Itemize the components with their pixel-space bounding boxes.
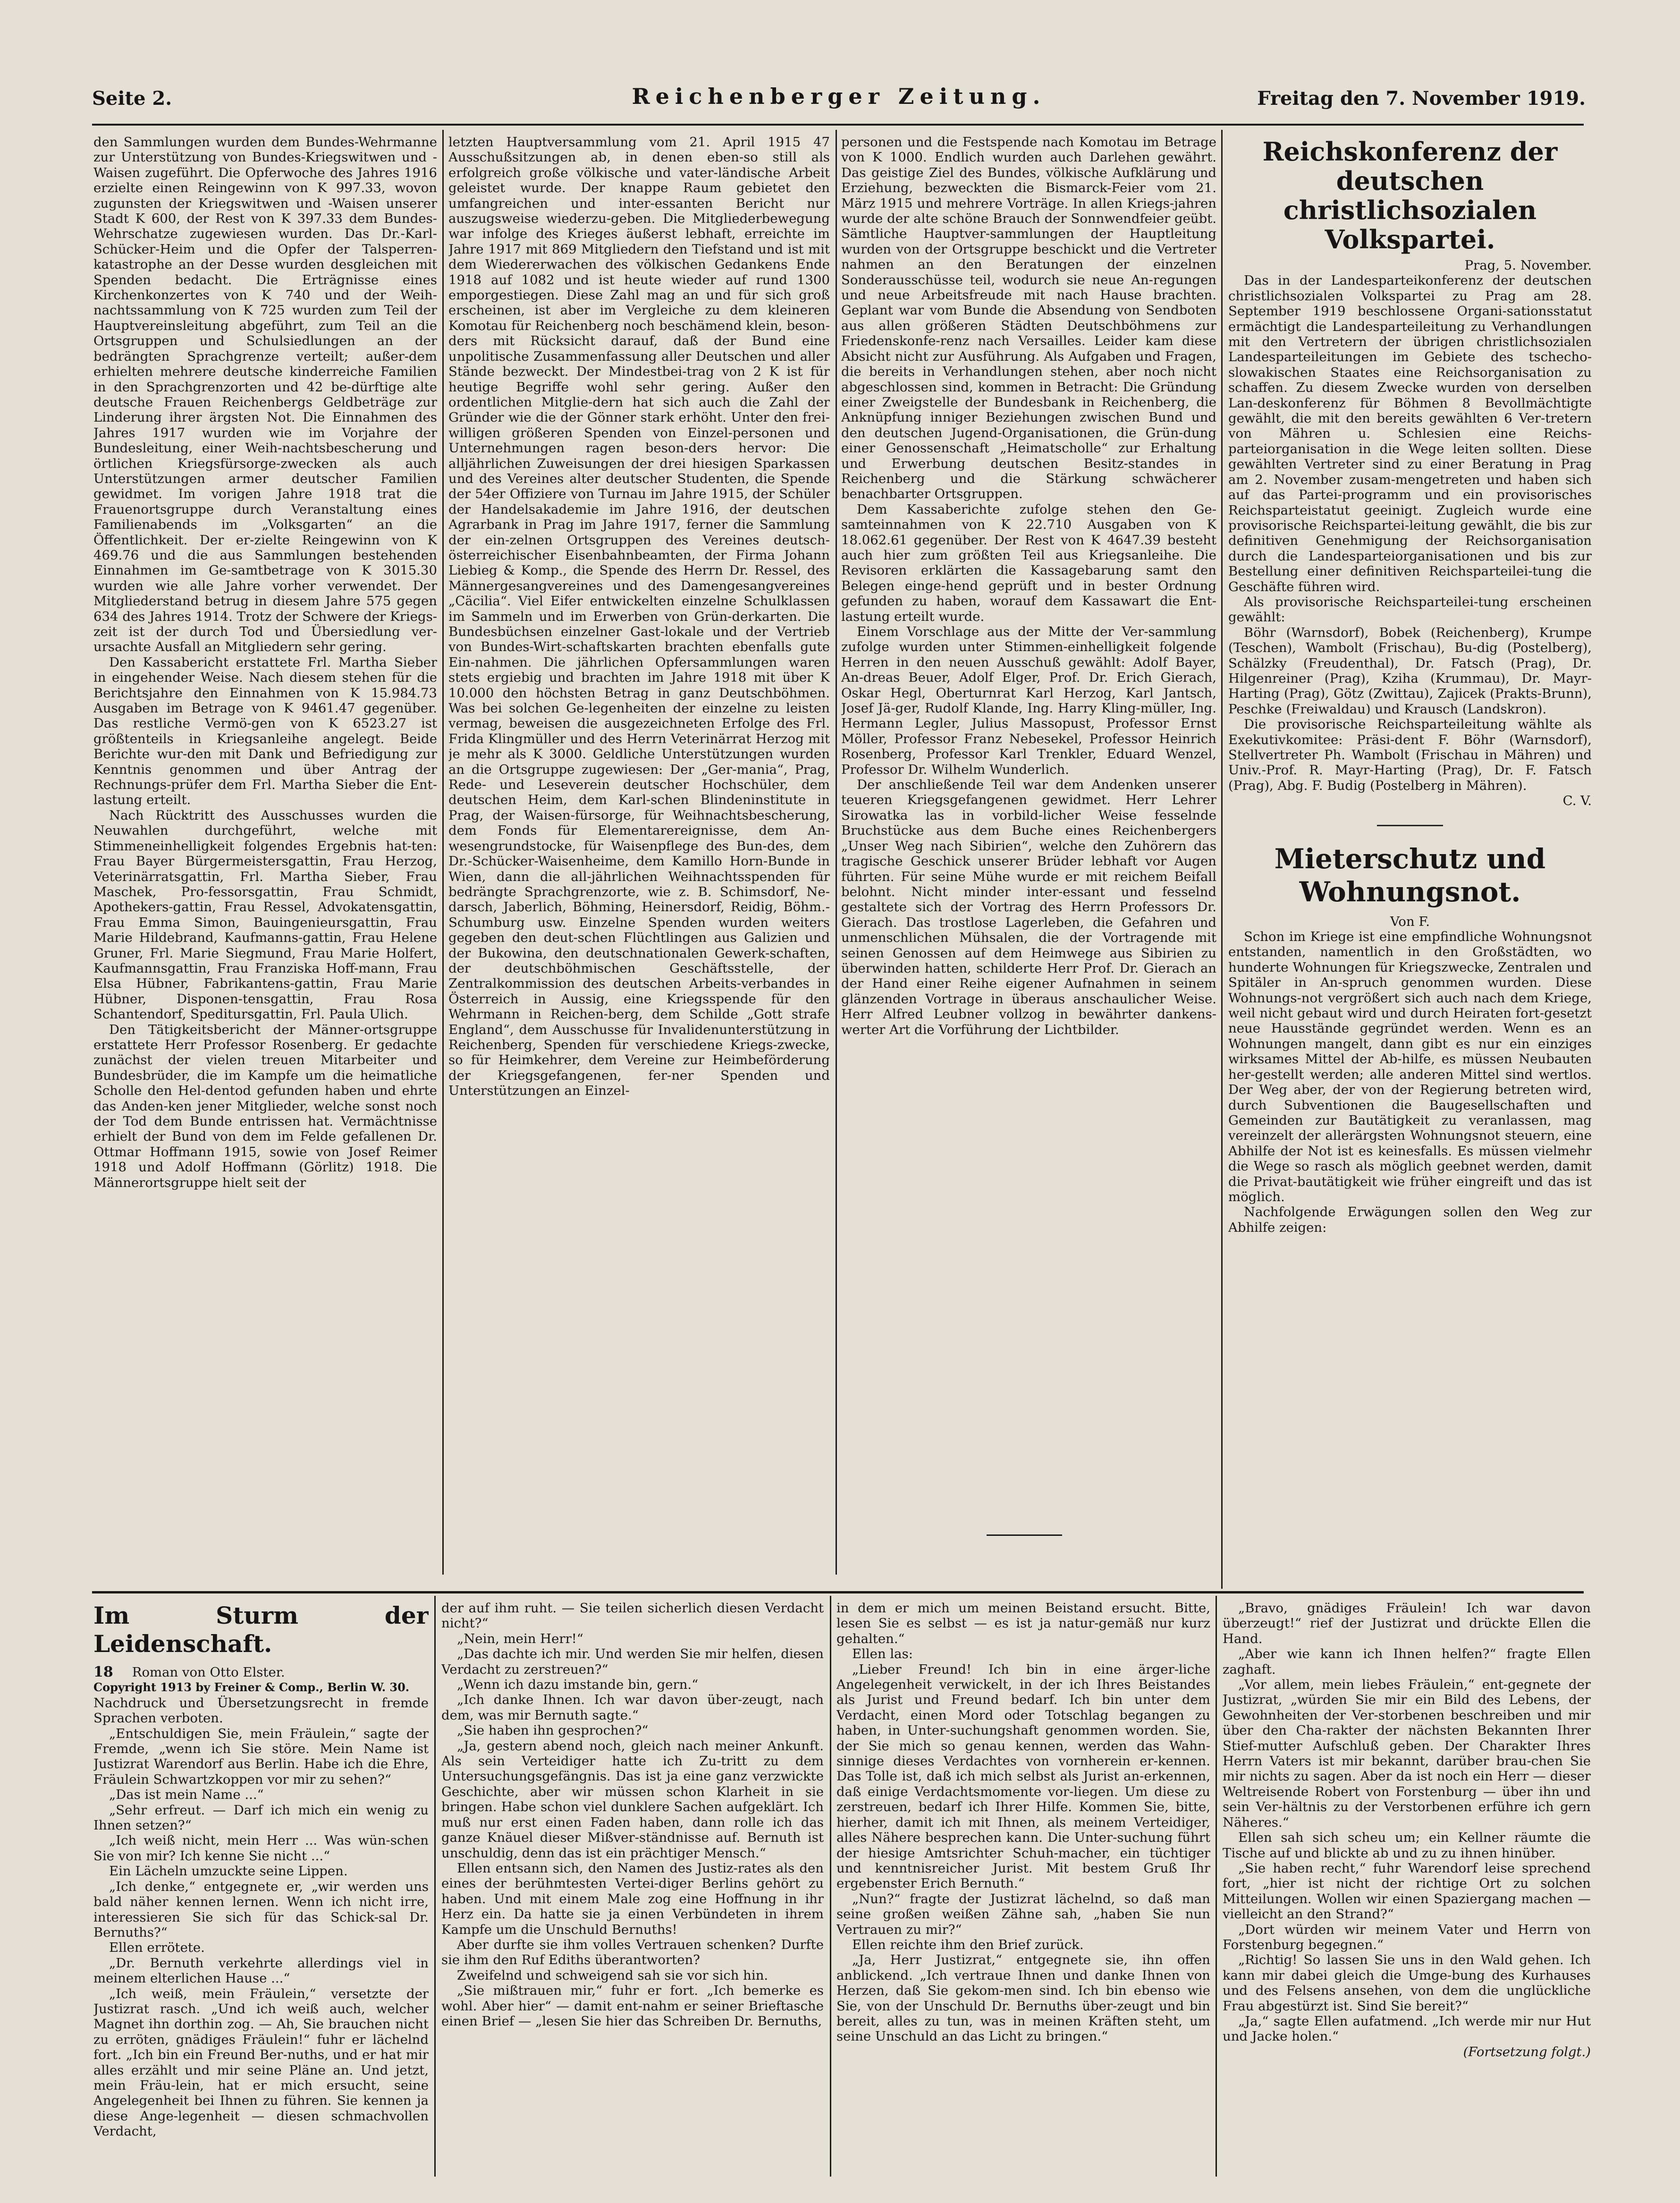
paragraph: Ellen errötete.: [109, 1940, 205, 1956]
paragraph: Aber durfte sie ihm volles Vertrauen schenken? Durfte sie ihm den Ruf Ediths überantworten?: [441, 1937, 824, 1968]
paragraph: „Nein, mein Herr!“: [457, 1631, 583, 1646]
paragraph: Einem Vorschlage aus der Mitte der Ver-sammlung zufolge wurden unter Stimmen-einhelligkeit folgende Herren in den neuen Ausschuß gewählt: Adolf Bayer, An-dreas Beuer, Adolf Elger, Prof. Dr. Erich Gierach, Oskar Hegl, Oberturnrat Karl Herzog, Karl Jantsch, Josef Jä-ger, Rudolf Klande, Ing. Harry Kling-müller, Ing. Hermann Legler, Julius Massopust, Professor Ernst Möller, Professor Franz Nebesekel, Professor Heinrich Rosenberg, Professor Karl Trenkler, Eduard Wenzel, Professor Dr. Wilhelm Wunderlich.: [841, 624, 1216, 777]
paragraph: Ellen las:: [852, 1646, 913, 1662]
continuation-notice: (Fortsetzung folgt.): [1463, 2044, 1591, 2059]
paragraph: „Aber wie kann ich Ihnen helfen?“ fragte Ellen zaghaft.: [1223, 1646, 1591, 1677]
article-column-1: [93, 135, 437, 1577]
paragraph: „Ich weiß, mein Fräulein,“ versetzte der Justizrat rasch. „Und ich weiß auch, welcher Magnet ihn dorthin zog. — Ah, Sie brauchen nicht zu erröten, gnädiges Fräulein!“ fuhr er lächelnd fort. „Ich bin ein Freund Ber-nuths, und er hat mir alles erzählt und mir seine Pläne an. Und jetzt, mein Fräu-lein, hat er mich ersucht, seine Angelegenheit bei Ihnen zu führen. Sie kennen ja diese Ange-legenheit — diesen schmachvollen Verdacht,: [93, 1986, 429, 2139]
serial-column-2: [441, 1601, 824, 2181]
paragraph: „Nun?“ fragte der Justizrat lächelnd, so daß man seine großen weißen Zähne sah, „haben Sie nun Vertrauen zu mir?“: [836, 1891, 1210, 1937]
paragraph: Ellen entsann sich, den Namen des Justiz-rates als den eines der berühmtesten Vertei-diger Berlins gehört zu haben. Und mit einem Male zog eine Hoffnung in ihr Herz ein. Da hatte sie ja einen Verbündeten in ihrem Kampfe um die Unschuld Bernuths!: [441, 1860, 824, 1937]
serial-title: Im Sturm der Leidenschaft.: [93, 1601, 429, 1658]
column-rule: [830, 1596, 831, 2177]
paragraph: Ein Lächeln umzuckte seine Lippen.: [109, 1864, 348, 1879]
paragraph: „Ich weiß nicht, mein Herr ... Was wün-schen Sie von mir? Ich kenne Sie nicht ...“: [93, 1833, 429, 1864]
masthead-rule: [92, 124, 1584, 126]
paragraph: „Entschuldigen Sie, mein Fräulein,“ sagte der Fremde, „wenn ich Sie störe. Mein Name ist Justizrat Warendorf aus Berlin. Habe ich die Ehre, Fräulein Schwartzkoppen vor mir zu sehen?“: [93, 1726, 429, 1787]
paragraph: „Vor allem, mein liebes Fräulein,“ ent-gegnete der Justizrat, „würden Sie mir ein Bild des Lebens, der Gewohnheiten der Ver-storbenen beschreiben und mir über den Cha-rakter der nächsten Bekannten Ihrer Stief-mutter Aufschluß geben. Der Charakter Ihres Herrn Vaters ist mir bekannt, darüber brau-chen Sie mir nichts zu sagen. Aber da ist noch ein Herr — dieser Weltreisende Robert von Forstenburg — über ihn und sein Ver-hältnis zu der Verstorbenen erführe ich gern Näheres.“: [1223, 1677, 1591, 1830]
paragraph: Nach Rücktritt des Ausschusses wurden die Neuwahlen durchgeführt, welche mit Stimmeneinhelligkeit folgendes Ergebnis hat-ten: Frau Bayer Bürgermeistersgattin, Frau Herzog, Veterinärratsgattin, Frl. Martha Sieber, Frau Maschek, Pro-fessorsgattin, Frau Schmidt, Apothekers-gattin, Frau Ressel, Advokatensgattin, Frau Emma Simon, Bauingenieursgattin, Frau Marie Hildebrand, Kaufmanns-gattin, Frau Helene Gruner, Frl. Marie Siegmund, Frau Marie Holfert, Kaufmannsgattin, Frau Franziska Hoff-mann, Frau Elsa Hübner, Fabrikantens-gattin, Frau Marie Hübner, Disponen-tensgattin, Frau Rosa Schantendorf, Speditursgattin, Frl. Paula Ulich.: [93, 807, 437, 1022]
paragraph: „Sehr erfreut. — Darf ich mich ein wenig zu Ihnen setzen?“: [93, 1802, 429, 1833]
column-rule: [1221, 130, 1223, 1589]
column-rule: [442, 130, 444, 1575]
paragraph: „Dr. Bernuth verkehrte allerdings viel in meinem elterlichen Hause ...“: [93, 1955, 429, 1986]
paragraph: Den Tätigkeitsbericht der Männer-ortsgruppe erstattete Herr Professor Rosenberg. Er gedachte zunächst der vielen treuen Mitarbeiter und Bundesbrüder, die im Kampfe um die heimatliche Scholle den Hel-dentod gefunden haben und ehrte das Anden-ken jener Mitglieder, welche sonst noch der Tod dem Bunde entrissen hat. Vermächtnisse erhielt der Bund von dem im Felde gefallenen Dr. Ottmar Hoffmann 1915, sowie von Josef Reimer 1918 und Adolf Hoffmann (Görlitz) 1918. Die Männerortsgruppe hielt seit der: [93, 1022, 437, 1190]
byline: Von F.: [1390, 914, 1430, 929]
column-rule: [836, 130, 837, 1575]
paragraph: Den Kassabericht erstattete Frl. Martha Sieber in eingehender Weise. Nach diesem stehen für die Berichtsjahre den Einnahmen von K 15.984.73 Ausgaben im Betrage von K 9461.47 gegenüber. Das restliche Vermö-gen von K 6523.27 ist größtenteils in Kriegsanleihe angelegt. Beide Berichte wur-den mit Dank und Befriedigung zur Kenntnis genommen und über Antrag der Rechnungs-prüfer dem Frl. Martha Sieber die Ent-lastung erteilt.: [93, 654, 437, 808]
paragraph: „Sie haben recht,“ fuhr Warendorf leise sprechend fort, „hier ist nicht der richtige Ort zu solchen Mitteilungen. Wollen wir einen Spaziergang machen — vielleicht an den Strand?“: [1223, 1860, 1591, 1922]
feuilleton-rule: [92, 1591, 1584, 1593]
signature: C. V.: [1562, 793, 1592, 809]
headline-reichskonferenz: Reichskonferenz der deutschen christlichsozialen Volkspartei.: [1262, 137, 1558, 254]
paragraph: letzten Hauptversammlung vom 21. April 1915 47 Ausschußsitzungen ab, in denen eben-so still als erfolgreich große völkische und vater-ländische Arbeit geleistet wurde. Der knappe Raum gebietet den umfangreichen und inter-essanten Bericht nur auszugsweise wiederzu-geben. Die Mitgliederbewegung war infolge des Krieges äußerst lebhaft, erreichte im Jahre 1917 mit 869 Mitgliedern den Tiefstand und ist mit dem Wiedererwachen des völkischen Gedankens Ende 1918 auf 1082 und ist heute wieder auf rund 1300 emporgestiegen. Diese Zahl mag an und für sich groß erscheinen, ist aber im Vergleiche zu dem kleineren Komotau für Reichenberg noch beschämend klein, beson-ders mit Rücksicht darauf, daß der Bund eine unpolitische Zusammenfassung aller Deutschen und aller Stände bezweckt. Der Mindestbei-trag von 2 K ist für heutige Begriffe wohl sehr gering. Außer den ordentlichen Mitglie-dern hat sich auch die Zahl der Gründer wie die der Gönner stark erhöht. Unter den frei-willigen größeren Spenden von Einzel-personen und Unternehmungen ragen beson-ders hervor: Die alljährlichen Zuweisungen der drei hiesigen Sparkassen und des Vereines alter deutscher Studenten, die Spende der 54er Offiziere von Turnau im Jahre 1915, der Schüler der Handelsakademie im Jahre 1916, der deutschen Agrarbank in Prag im Jahre 1917, ferner die Sammlung der ein-zelnen Ortsgruppen des Vereines deutsch-österreichischer Eisenbahnbeamten, der Firma Johann Liebieg & Komp., die Spende des Herrn Dr. Ressel, des Männergesangvereines und des Damengesangvereines „Cäcilia“. Viel Eifer entwickelten einzelne Schulklassen im Sammeln und im Erwerben von Grün-derkarten. Die Bundesbüchsen einzelner Gast-lokale und der Vertrieb von Bundes-Wirt-schaftskarten brachten ebenfalls gute Ein-nahmen. Die jährlichen Opfersammlungen waren stets ergiebig und brachten im Jahre 1918 mit über K 10.000 den höchsten Betrag in ganz Deutschböhmen. Was bei solchen Ge-legenheiten der einzelne zu leisten vermag, beweisen die ausgezeichneten Erfolge des Frl. Frida Klingmüller und des Herrn Veterinärrat Herzog mit je mehr als K 3000. Geldliche Unterstützungen wurden an die Ortsgruppe zugewiesen: Der „Ger-mania“, Prag, Rede- und Leseverein deutscher Hochschüler, dem deutschen Heim, dem Karl-schen Blindeninstitute in Prag, der Waisen-fürsorge, für Weihnachtsbescherung, dem Fonds für Elementarereignisse, dem An-wesengrundstocke, für Waisenpflege des Bun-des, dem Dr.-Schücker-Waisenheime, dem Kamillo Horn-Bunde in Wien, dann die all-jährlichen Weihnachtsspenden für bedrängte Sprachgrenzorte, wie z. B. Schimsdorf, Ne-darsch, Jaberlich, Böhming, Heinersdorf, Reidig, Böhm.-Schumburg usw. Einzelne Spenden wurden weiters gegeben den deut-schen Flüchtlingen aus Galizien und der Bukowina, den deutschnationalen Gewerk-schaften, der deutschböhmischen Geschäftsstelle, der Zentralkommission des deutschen Arbeits-verbandes in Österreich in Aussig, eine Kriegsspende für den Wehrmann in Reichen-berg, dem Schilde „Gott strafe England“, dem Ausschusse für Invalidenunterstützung in Reichenberg, Spenden für verschiedene Kriegs-zwecke, so für Heimkehrer, dem Vereine zur Heimbeförderung der Kriegsgefangenen, fer-ner Spenden und Unterstützungen an Einzel-: [448, 135, 830, 1099]
serial-subtitle: Roman von Otto Elster.: [132, 1665, 285, 1680]
paragraph: „Ja, Herr Justizrat,“ entgegnete sie, ihn offen anblickend. „Ich vertraue Ihnen und danke Ihnen von Herzen, daß Sie gekom-men sind. Ich bin ebenso wie Sie, von der Unschuld Dr. Bernuths über-zeugt und bin bereit, alles zu tun, was in meinen Kräften steht, um seine Unschuld an das Licht zu bringen.“: [836, 1952, 1210, 2044]
article-column-3: [841, 135, 1216, 1530]
serial-meta: [93, 1665, 429, 1680]
paragraph: „Bravo, gnädiges Fräulein! Ich war davon überzeugt!“ rief der Justizrat und drückte Ellen die Hand.: [1223, 1601, 1591, 1646]
serial-column-1: [93, 1601, 429, 2181]
installment-number: 18: [93, 1664, 113, 1680]
article-divider: [1377, 825, 1443, 826]
rights-notice: Nachdruck und Übersetzungsrecht in fremde Sprachen verboten.: [93, 1695, 429, 1726]
paragraph: „Wenn ich dazu imstande bin, gern.“: [457, 1677, 699, 1693]
paragraph: Die provisorische Reichsparteileitung wählte als Exekutivkomitee: Präsi-dent F. Böhr (Warnsdorf), Stellvertreter Ph. Wambolt (Frischau in Mähren) und Univ.-Prof. R. Mayr-Harting (Prag), Dr. F. Fatsch (Prag), Abg. F. Budig (Postelberg in Mähren).: [1228, 717, 1592, 793]
paragraph: der auf ihm ruht. — Sie teilen sicherlich diesen Verdacht nicht?“: [441, 1601, 824, 1631]
paragraph: „Dort würden wir meinem Vater und Herrn von Forstenburg begegnen.“: [1223, 1922, 1591, 1952]
paragraph: „Ich danke Ihnen. Ich war davon über-zeugt, nach dem, was mir Bernuth sagte.“: [441, 1692, 824, 1723]
paragraph: „Ich denke,“ entgegnete er, „wir werden uns bald näher kennen lernen. Wenn ich nicht irre, interessieren Sie sich für das Schick-sal Dr. Bernuths?“: [93, 1879, 429, 1940]
paragraph: Als provisorische Reichsparteilei-tung erscheinen gewählt:: [1228, 594, 1592, 625]
paragraph: Das in der Landesparteikonferenz der deutschen christlichsozialen Volkspartei zu Prag am 28. September 1919 beschlossene Organi-sationsstatut ermächtigt die Landesparteileitung zu Verhandlungen mit den Vertretern der übrigen christlichsozialen Landesparteileitungen im Gebiete des tschecho-slowakischen Staates eine Reichsorganisation zu schaffen. Zu diesem Zwecke wurden von derselben Lan-deskonferenz für Böhmen 8 Bevollmächtigte gewählt, die mit den bereits gewählten 6 Ver-tretern von Mähren u. Schlesien eine Reichs-parteiorganisation in die Wege leiten sollten. Diese gewählten Vertreter sind zu einer Beratung in Prag am 2. November zusam-mengetreten und haben sich auf das Partei-programm und ein provisorisches Reichsparteistatut geeinigt. Zugleich wurde eine provisorische Reichspartei-leitung gewählt, die bis zur definitiven Genehmigung der Reichsorganisation durch die Landesparteiorganisationen und bis zur Bestellung einer definitiven Reichsparteilei-tung die Geschäfte führen wird.: [1228, 273, 1592, 594]
paragraph: Schon im Kriege ist eine empfindliche Wohnungsnot entstanden, namentlich in den Großstädten, wo hunderte Wohnungen für Kriegszwecke, Zentralen und Spitäler in An-spruch genommen wurden. Diese Wohnungs-not vergrößert sich auch nach dem Kriege, weil nicht gebaut wird und durch Heiraten fort-gesetzt neue Hausstände gegründet werden. Wenn es an Wohnungen mangelt, dann gibt es nur ein einziges wirksames Mittel der Ab-hilfe, es müssen Neubauten her-gestellt werden; alle anderen Mittel sind wertlos. Der Weg aber, der von der Regierung betreten wird, durch Subventionen die Baugesellschaften und Gemeinden zur Bautätigkeit zu veranlassen, mag vereinzelt der allerärgsten Wohnungsnot steuern, eine Abhilfe der Not ist es keinesfalls. Es müssen vielmehr die Wege so rasch als möglich geebnet werden, damit die Privat-bautätigkeit wie früher eingreift und das ist möglich.: [1228, 929, 1592, 1204]
paragraph: Zweifelnd und schweigend sah sie vor sich hin.: [457, 1967, 768, 1983]
article-end-rule: [987, 1534, 1062, 1536]
article-column-4: [1228, 137, 1592, 1610]
paragraph: Böhr (Warnsdorf), Bobek (Reichenberg), Krumpe (Teschen), Wambolt (Frischau), Bu-dig (Postelberg), Schälzky (Freudenthal), Dr. Fatsch (Prag), Dr. Hilgenreiner (Prag), Kziha (Krummau), Dr. Mayr-Harting (Prag), Götz (Zwittau), Zajicek (Prakts-Brunn), Peschke (Freiwaldau) und Krausch (Landskron).: [1228, 625, 1592, 717]
paragraph: „Lieber Freund! Ich bin in eine ärger-liche Angelegenheit verwickelt, in der ich Ihres Beistandes als Jurist und Freund bedarf. Ich bin unter dem Verdacht, einen Mord oder Totschlag begangen zu haben, in Unter-suchungshaft genommen worden. Sie, der Sie mich so genau kennen, werden das Wahn-sinnige dieses Verdachtes von vornherein er-kennen. Das Tolle ist, daß ich mich selbst als Jurist an-erkennen, daß einige Verdachtsmomente vor-liegen. Um diese zu zerstreuen, bedarf ich Ihrer Hilfe. Kommen Sie, bitte, hierher, damit ich mit Ihnen, als meinem Verteidiger, alles Nähere besprechen kann. Die Unter-suchung führt der hiesige Amtsrichter Schuh-macher, ein tüchtiger und kenntnisreicher Jurist. Mit bestem Gruß Ihr ergebenster Erich Bernuth.“: [836, 1661, 1210, 1891]
paragraph: in dem er mich um meinen Beistand ersucht. Bitte, lesen Sie es selbst — es ist ja natur-gemäß nur kurz gehalten.“: [836, 1601, 1210, 1646]
column-rule: [1216, 1596, 1217, 2177]
newspaper-title: Reichenberger Zeitung.: [632, 84, 1046, 109]
paragraph: Ellen sah sich scheu um; ein Kellner räumte die Tische auf und blickte ab und zu zu ihnen hinüber.: [1223, 1830, 1591, 1861]
paragraph: den Sammlungen wurden dem Bundes-Wehrmanne zur Unterstützung von Bundes-Kriegswitwen und -Waisen zugeführt. Die Opferwoche des Jahres 1916 erzielte einen Reingewinn von K 997.33, wovon zugunsten der Kriegswitwen und -Waisen unserer Stadt K 600, der Rest von K 397.33 dem Bundes-Wehrschatze zugewiesen wurden. Das Dr.-Karl-Schücker-Heim und die Opfer der Talsperren-katastrophe an der Desse wurden desgleichen mit Spenden bedacht. Die Erträgnisse eines Kirchenkonzertes von K 740 und der Weih-nachtssammlung von K 725 wurden zum Teil der Hauptvereinsleitung abgeführt, zum Teil an die Ortsgruppen und Schulsiedlungen an der bedrängten Sprachgrenze verteilt; außer-dem erhielten mehrere deutsche kinderreiche Familien in den Sprachgrenzorten und 42 be-dürftige alte deutsche Frauen Reichenbergs Geldbeträge zur Linderung ihrer ärgsten Not. Die Einnahmen des Jahres 1917 wurden wie im Vorjahre der Bundesleitung, einer Weih-nachtsbescherung und örtlichen Kriegsfürsorge-zwecken als auch Unterstützungen armer deutscher Familien gewidmet. Im vorigen Jahre 1918 trat die Frauenortsgruppe durch Veranstaltung eines Familienabends im „Volksgarten“ an die Öffentlichkeit. Der er-zielte Reingewinn von K 469.76 und die aus Sammlungen bestehenden Einnahmen im Ge-samtbetrage von K 3015.30 wurden wie alle Jahre vorher verwendet. Der Mitgliederstand betrug in diesem Jahre 575 gegen 634 des Jahres 1914. Trotz der Schwere der Kriegs-zeit ist der durch Tod und Übersiedlung ver-ursachte Ausfall an Mitgliedern sehr gering.: [93, 135, 437, 655]
serial-column-4: [1223, 1601, 1591, 2181]
column-rule: [434, 1596, 436, 2177]
headline-mieterschutz: Mieterschutz und Wohnungsnot.: [1274, 842, 1546, 908]
paragraph: personen und die Festspende nach Komotau im Betrage von K 1000. Endlich wurden auch Darlehen gewährt. Das geistige Ziel des Bundes, völkische Aufklärung und Erziehung, bezweckten die Bismarck-Feier vom 21. März 1915 und mehrere Vorträge. In allen Kriegs-jahren wurde der alte schöne Brauch der Sonnwendfeier geübt. Sämtliche Hauptver-sammlungen der Hauptleitung wurden von der Ortsgruppe beschickt und die Vertreter nahmen an den Beratungen der einzelnen Sonderausschüsse teil, wodurch sie neue An-regungen und neue Arbeitsfreude mit nach Hause brachten. Geplant war vom Bunde die Absendung von Sendboten aus allen größeren Städten Deutschböhmens zur Friedenskonfe-renz nach Versailles. Leider kam diese Absicht nicht zur Ausführung. Als Aufgaben und Fragen, die bereits in Verhandlungen stehen, aber noch nicht abgeschlossen sind, kommen in Betracht: Die Gründung einer Zweigstelle der Bundesbank in Reichenberg, die Anknüpfung inniger Beziehungen zwischen Bund und den deutschen Jugend-Organisationen, die Grün-dung einer Genossenschaft „Heimatscholle“ zur Erhaltung und Erwerbung deutschen Besitz-standes in Reichenberg und die Stärkung schwächerer benachbarter Ortsgruppen.: [841, 135, 1216, 502]
issue-date: Freitag den 7. November 1919.: [1257, 87, 1586, 110]
paragraph: „Das ist mein Name ...“: [109, 1787, 264, 1803]
serial-column-3: [836, 1601, 1210, 2181]
paragraph: „Sie haben ihn gesprochen?“: [457, 1723, 649, 1738]
paragraph: „Sie mißtrauen mir,“ fuhr er fort. „Ich bemerke es wohl. Aber hier“ — damit ent-nahm er seiner Brieftasche einen Brief — „lesen Sie hier das Schreiben Dr. Bernuths,: [441, 1983, 824, 2029]
article-column-2: [448, 135, 830, 1577]
paragraph: „Richtig! So lassen Sie uns in den Wald gehen. Ich kann mir dabei gleich die Umge-bung des Kurhauses und des Felsens ansehen, von dem die unglückliche Frau abgestürzt ist. Sind Sie bereit?“: [1223, 1952, 1591, 2014]
paragraph: „Das dachte ich mir. Und werden Sie mir helfen, diesen Verdacht zu zerstreuen?“: [441, 1646, 824, 1677]
paragraph: „Ja,“ sagte Ellen aufatmend. „Ich werde mir nur Hut und Jacke holen.“: [1223, 2013, 1591, 2044]
paragraph: „Ja, gestern abend noch, gleich nach meiner Ankunft. Als sein Verteidiger hatte ich Zu-tritt zu dem Untersuchungsgefängnis. Das ist ja eine ganz verzwickte Geschichte, aber wir müssen schon Klarheit in sie bringen. Habe schon viel dunklere Sachen aufgeklärt. Ich muß nur erst einen Faden haben, dann rolle ich das ganze Knäuel dieser Mißver-ständnisse auf. Bernuth ist unschuldig, denn das ist ein prächtiger Mensch.“: [441, 1738, 824, 1861]
paragraph: Dem Kassaberichte zufolge stehen den Ge-samteinnahmen von K 22.710 Ausgaben von K 18.062.61 gegenüber. Der Rest von K 4647.39 besteht auch hier zum größten Teil aus Kriegsanleihe. Die Revisoren erklärten die Kassagebarung samt den Belegen einge-hend geprüft und in bester Ordnung gefunden zu haben, worauf dem Kassawart die Ent-lastung erteilt wurde.: [841, 501, 1216, 624]
paragraph: Der anschließende Teil war dem Andenken unserer teueren Kriegsgefangenen gewidmet. Herr Lehrer Sirowatka las in vorbild-licher Weise fesselnde Bruchstücke aus dem Buche eines Reichenbergers „Unser Weg nach Sibirien“, welche den Zuhörern das tragische Geschick unserer Brüder lebhaft vor Augen führten. Für seine Mühe wurde er mit reichem Beifall belohnt. Nicht minder inter-essant und fesselnd gestaltete sich der Vortrag des Herrn Professors Dr. Gierach. Das trostlose Lagerleben, die Gefahren und unmenschlichen Mühsalen, die der Vortragende mit seinen Genossen auf dem Heimwege aus Sibirien zu überwinden hatten, schilderte Herr Prof. Dr. Gierach an der Hand einer Reihe eigener Aufnahmen in seinem glänzenden Vortrage in überaus anschaulicher Weise. Herr Alfred Leubner vollzog in bewährter dankens-werter Art die Vorführung der Lichtbilder.: [841, 777, 1216, 1037]
masthead: [92, 84, 1586, 120]
dateline: Prag, 5. November.: [1464, 258, 1592, 273]
copyright-notice: Copyright 1913 by Freiner & Comp., Berlin W. 30.: [93, 1680, 410, 1695]
page-number: Seite 2.: [92, 87, 172, 110]
paragraph: Ellen reichte ihm den Brief zurück.: [852, 1937, 1084, 1952]
paragraph: Nachfolgende Erwägungen sollen den Weg zur Abhilfe zeigen:: [1228, 1204, 1592, 1235]
